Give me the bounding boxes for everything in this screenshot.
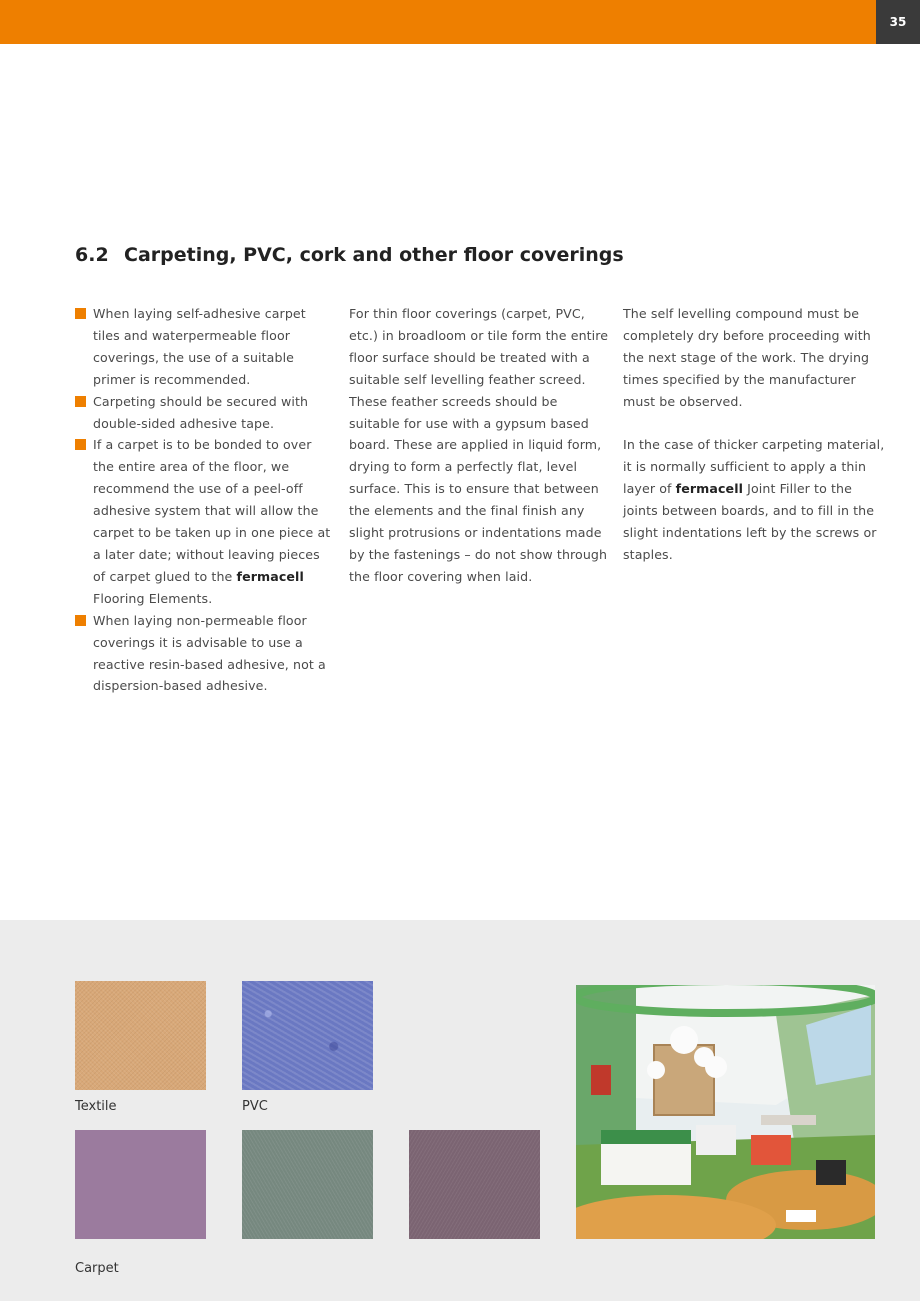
carpet-swatch-mauve: [75, 1130, 206, 1239]
room-photo: [576, 985, 875, 1239]
bullet-square-icon: [75, 396, 86, 407]
carpet-swatch-green-grey: [242, 1130, 373, 1239]
pvc-label: PVC: [242, 1099, 268, 1114]
body-paragraph: For thin floor coverings (carpet, PVC, etc.) in broadloom or tile form the entire floor surface should be treated with a suitable self levelling feather screed. These feather screeds should be suitable for use with a gypsum based board. These are applied in liquid form, drying to form a perfectly flat, level surface. This is to ensure that between the elements and the final finish any slight protrusions or indentations made by the fastenings – do not show through the floor covering when laid.: [349, 306, 609, 584]
list-item: When laying non-permeable floor coverings it is advisable to use a reactive resin-based adhesive, not a dispersion-based adhesive.: [75, 610, 335, 698]
list-item: Carpeting should be secured with double-sided adhesive tape.: [75, 391, 335, 435]
carpet-label: Carpet: [75, 1261, 119, 1276]
list-item: When laying self-adhesive carpet tiles and waterpermeable floor coverings, the use of a suitable primer is recommended.: [75, 303, 335, 391]
list-item: If a carpet is to be bonded to over the entire area of the floor, we recommend the use of a peel-off adhesive system that will allow the carpet to be taken up in one piece at a later date; without leaving pieces of carpet glued to the fermacell Flooring Elements.: [75, 434, 335, 609]
column-drying: [623, 303, 885, 566]
textile-label: Textile: [75, 1099, 117, 1114]
pvc-swatch: [242, 981, 373, 1090]
section-number: 6.2: [75, 244, 109, 266]
textile-swatch: [75, 981, 206, 1090]
section-heading: [75, 244, 624, 266]
bullet-square-icon: [75, 308, 86, 319]
column-bullet-list: [75, 303, 335, 697]
room-illustration: [576, 985, 875, 1239]
brand-name: fermacell: [236, 568, 304, 584]
page-number: 35: [876, 0, 920, 44]
column-feather-screed: [349, 303, 609, 588]
orange-header-bar: [0, 0, 876, 44]
bullet-square-icon: [75, 615, 86, 626]
bullet-square-icon: [75, 439, 86, 450]
carpet-swatch-plum: [409, 1130, 540, 1239]
section-title: Carpeting, PVC, cork and other floor coverings: [124, 244, 624, 266]
body-paragraph: In the case of thicker carpeting material, it is normally sufficient to apply a thin layer of fermacell Joint Filler to the joints between boards, and to fill in the slight indentations left by the screws or staples.: [623, 437, 885, 562]
brand-name: fermacell: [675, 481, 744, 497]
body-paragraph: The self levelling compound must be completely dry before proceeding with the next stage of the work. The drying times specified by the manufacturer must be observed.: [623, 306, 871, 409]
